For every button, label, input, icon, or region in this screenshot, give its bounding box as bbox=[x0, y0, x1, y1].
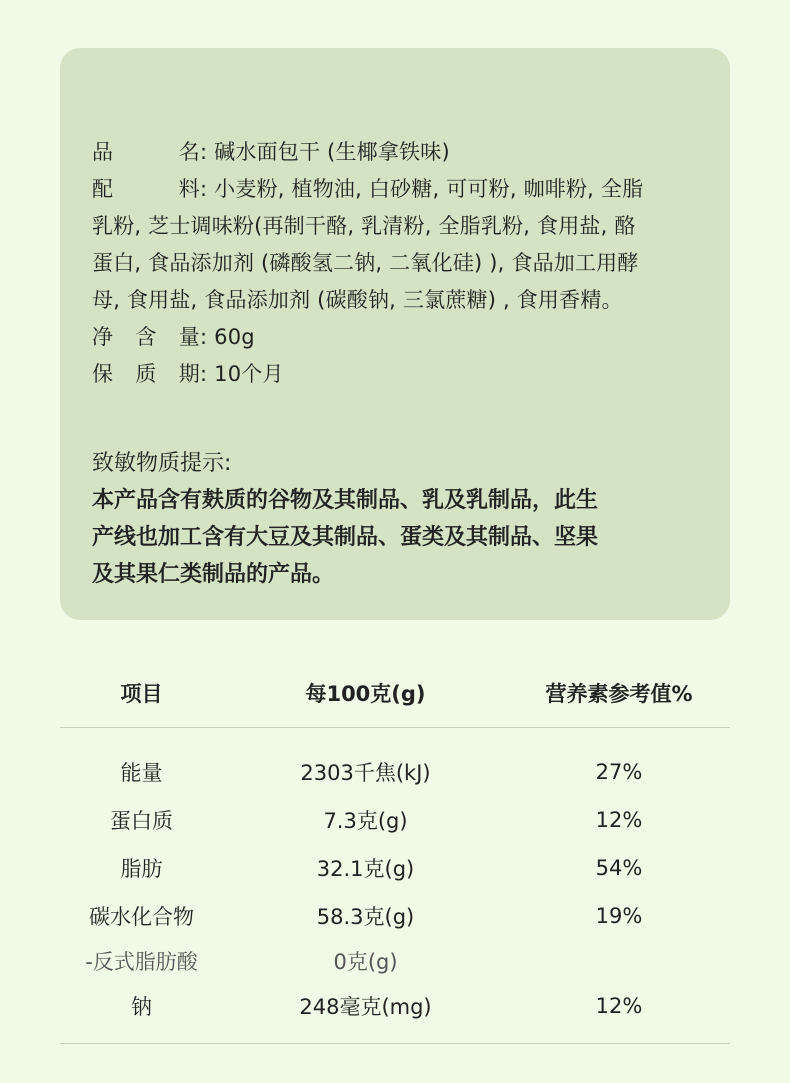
nutrition-table-header bbox=[60, 658, 730, 728]
row-per-100g: 58.3克(g) bbox=[316, 905, 415, 929]
row-item: 钠 bbox=[131, 995, 152, 1019]
nutrition-table bbox=[60, 658, 730, 1030]
table-row bbox=[60, 892, 730, 940]
row-per-100g: 248毫克(mg) bbox=[299, 995, 432, 1019]
row-item: -反式脂肪酸 bbox=[85, 950, 198, 974]
allergen-text-2: 产线也加工含有大豆及其制品、蛋类及其制品、坚果 bbox=[92, 525, 599, 550]
row-item: 能量 bbox=[120, 761, 163, 785]
allergen-title: 致敏物质提示: bbox=[92, 451, 232, 476]
row-item: 蛋白质 bbox=[110, 809, 173, 833]
shelf-life-value: 10个月 bbox=[214, 362, 284, 386]
row-per-100g: 7.3克(g) bbox=[323, 809, 408, 833]
row-per-100g: 32.1克(g) bbox=[316, 857, 415, 881]
ingredients-label: 配 料 bbox=[92, 177, 200, 201]
row-nrv: 27% bbox=[595, 760, 643, 784]
row-per-100g: 0克(g) bbox=[333, 950, 398, 974]
header-per-100g: 每100克(g) bbox=[305, 681, 426, 706]
ingredients-text-4: 母, 食用盐, 食品添加剂 (碳酸钠, 三氯蔗糖) , 食用香精。 bbox=[92, 288, 623, 312]
table-row bbox=[60, 940, 730, 982]
row-nrv: 54% bbox=[595, 856, 643, 880]
ingredients-line: 配 料 : 小麦粉, 植物油, 白砂糖, 可可粉, 咖啡粉, 全脂 bbox=[92, 171, 700, 208]
nutrition-table-body bbox=[60, 728, 730, 1030]
row-per-100g: 2303千焦(kJ) bbox=[300, 761, 431, 785]
net-content-line: 净 含 量 : 60g bbox=[92, 319, 700, 356]
table-row bbox=[60, 748, 730, 796]
header-nrv: 营养素参考值% bbox=[545, 681, 693, 706]
product-name-value: 碱水面包干 (生椰拿铁味) bbox=[214, 140, 450, 164]
row-nrv: 12% bbox=[595, 994, 643, 1018]
product-name-line: 品 名 : 碱水面包干 (生椰拿铁味) bbox=[92, 134, 700, 171]
row-item: 脂肪 bbox=[120, 857, 163, 881]
header-item: 项目 bbox=[120, 681, 163, 706]
ingredients-text-3: 蛋白, 食品添加剂 (磷酸氢二钠, 二氧化硅) ), 食品加工用酵 bbox=[92, 251, 639, 275]
ingredients-text-1: 小麦粉, 植物油, 白砂糖, 可可粉, 咖啡粉, 全脂 bbox=[214, 177, 644, 201]
product-info-card bbox=[60, 48, 730, 620]
row-item: 碳水化合物 bbox=[89, 905, 194, 929]
net-content-label: 净 含 量 bbox=[92, 325, 200, 349]
ingredients-text-2: 乳粉, 芝士调味粉(再制干酪, 乳清粉, 全脂乳粉, 食用盐, 酪 bbox=[92, 214, 636, 238]
table-row bbox=[60, 844, 730, 892]
shelf-life-line: 保 质 期 : 10个月 bbox=[92, 356, 700, 393]
shelf-life-label: 保 质 期 bbox=[92, 362, 200, 386]
product-name-label: 品 名 bbox=[92, 140, 200, 164]
table-bottom-divider bbox=[60, 1043, 730, 1044]
table-row bbox=[60, 982, 730, 1030]
row-nrv: 12% bbox=[595, 808, 643, 832]
table-row bbox=[60, 796, 730, 844]
row-nrv: 19% bbox=[595, 904, 643, 928]
allergen-text-1: 本产品含有麸质的谷物及其制品、乳及乳制品，此生 bbox=[92, 488, 599, 513]
allergen-text-3: 及其果仁类制品的产品。 bbox=[92, 562, 335, 587]
net-content-value: 60g bbox=[214, 325, 255, 349]
